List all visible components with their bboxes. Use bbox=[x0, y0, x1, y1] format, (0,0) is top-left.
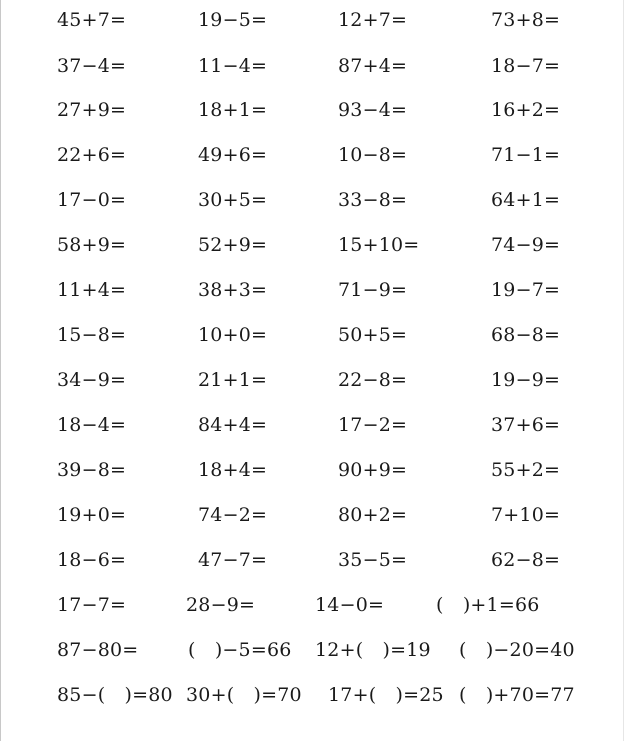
problem-row bbox=[0, 5, 624, 35]
math-problem: 17−0= bbox=[57, 189, 127, 211]
math-problem: 19−9= bbox=[491, 369, 561, 391]
math-problem: 19−5= bbox=[198, 9, 268, 31]
math-problem: 18−4= bbox=[57, 414, 127, 436]
math-problem: 10−8= bbox=[338, 144, 408, 166]
math-problem: 87+4= bbox=[338, 55, 408, 77]
fill-in-blank-problem: ( )−20=40 bbox=[459, 639, 575, 661]
math-problem: 84+4= bbox=[198, 414, 268, 436]
problem-row bbox=[0, 185, 624, 215]
math-problem: 47−7= bbox=[198, 549, 268, 571]
math-problem: 38+3= bbox=[198, 279, 268, 301]
math-problem: 12+7= bbox=[338, 9, 408, 31]
math-problem: 35−5= bbox=[338, 549, 408, 571]
math-problem: 15+10= bbox=[338, 234, 420, 256]
math-problem: 45+7= bbox=[57, 9, 127, 31]
math-problem: 34−9= bbox=[57, 369, 127, 391]
problem-row bbox=[0, 410, 624, 440]
problem-row bbox=[0, 230, 624, 260]
math-problem: 11+4= bbox=[57, 279, 127, 301]
fill-in-blank-problem: 85−( )=80 bbox=[57, 684, 173, 706]
problem-row bbox=[0, 500, 624, 530]
math-problem: 17−7= bbox=[57, 594, 127, 616]
math-problem: 19−7= bbox=[491, 279, 561, 301]
math-problem: 18+4= bbox=[198, 459, 268, 481]
fill-in-blank-problem: ( )−5=66 bbox=[188, 639, 292, 661]
math-problem: 64+1= bbox=[491, 189, 561, 211]
math-problem: 14−0= bbox=[315, 594, 385, 616]
problem-row bbox=[0, 365, 624, 395]
math-problem: 50+5= bbox=[338, 324, 408, 346]
math-problem: 39−8= bbox=[57, 459, 127, 481]
problem-row bbox=[0, 590, 624, 620]
math-problem: 49+6= bbox=[198, 144, 268, 166]
fill-in-blank-problem: 17+( )=25 bbox=[328, 684, 444, 706]
fill-in-blank-problem: ( )+70=77 bbox=[459, 684, 575, 706]
math-problem: 74−2= bbox=[198, 504, 268, 526]
math-problem: 15−8= bbox=[57, 324, 127, 346]
math-problem: 62−8= bbox=[491, 549, 561, 571]
problem-row bbox=[0, 680, 624, 710]
math-problem: 37+6= bbox=[491, 414, 561, 436]
math-problem: 10+0= bbox=[198, 324, 268, 346]
math-problem: 33−8= bbox=[338, 189, 408, 211]
math-problem: 37−4= bbox=[57, 55, 127, 77]
problem-row bbox=[0, 51, 624, 81]
math-problem: 18−6= bbox=[57, 549, 127, 571]
problem-row bbox=[0, 320, 624, 350]
math-problem: 22−8= bbox=[338, 369, 408, 391]
fill-in-blank-problem: ( )+1=66 bbox=[436, 594, 540, 616]
math-problem: 28−9= bbox=[186, 594, 256, 616]
math-problem: 58+9= bbox=[57, 234, 127, 256]
math-problem: 30+5= bbox=[198, 189, 268, 211]
math-problem: 93−4= bbox=[338, 99, 408, 121]
math-problem: 18−7= bbox=[491, 55, 561, 77]
problem-row bbox=[0, 140, 624, 170]
math-problem: 21+1= bbox=[198, 369, 268, 391]
math-problem: 17−2= bbox=[338, 414, 408, 436]
math-problem: 16+2= bbox=[491, 99, 561, 121]
math-problem: 55+2= bbox=[491, 459, 561, 481]
math-problem: 68−8= bbox=[491, 324, 561, 346]
math-problem: 7+10= bbox=[491, 504, 561, 526]
math-problem: 80+2= bbox=[338, 504, 408, 526]
problem-row bbox=[0, 95, 624, 125]
math-problem: 19+0= bbox=[57, 504, 127, 526]
math-problem: 87−80= bbox=[57, 639, 139, 661]
problem-row bbox=[0, 635, 624, 665]
math-problem: 90+9= bbox=[338, 459, 408, 481]
math-problem: 11−4= bbox=[198, 55, 268, 77]
math-problem: 74−9= bbox=[491, 234, 561, 256]
fill-in-blank-problem: 30+( )=70 bbox=[186, 684, 302, 706]
math-problem: 22+6= bbox=[57, 144, 127, 166]
math-problem: 71−1= bbox=[491, 144, 561, 166]
problem-row bbox=[0, 275, 624, 305]
problem-row bbox=[0, 455, 624, 485]
math-problem: 27+9= bbox=[57, 99, 127, 121]
math-problem: 52+9= bbox=[198, 234, 268, 256]
math-problem: 73+8= bbox=[491, 9, 561, 31]
problem-row bbox=[0, 545, 624, 575]
math-problem: 18+1= bbox=[198, 99, 268, 121]
math-problem: 71−9= bbox=[338, 279, 408, 301]
fill-in-blank-problem: 12+( )=19 bbox=[315, 639, 431, 661]
